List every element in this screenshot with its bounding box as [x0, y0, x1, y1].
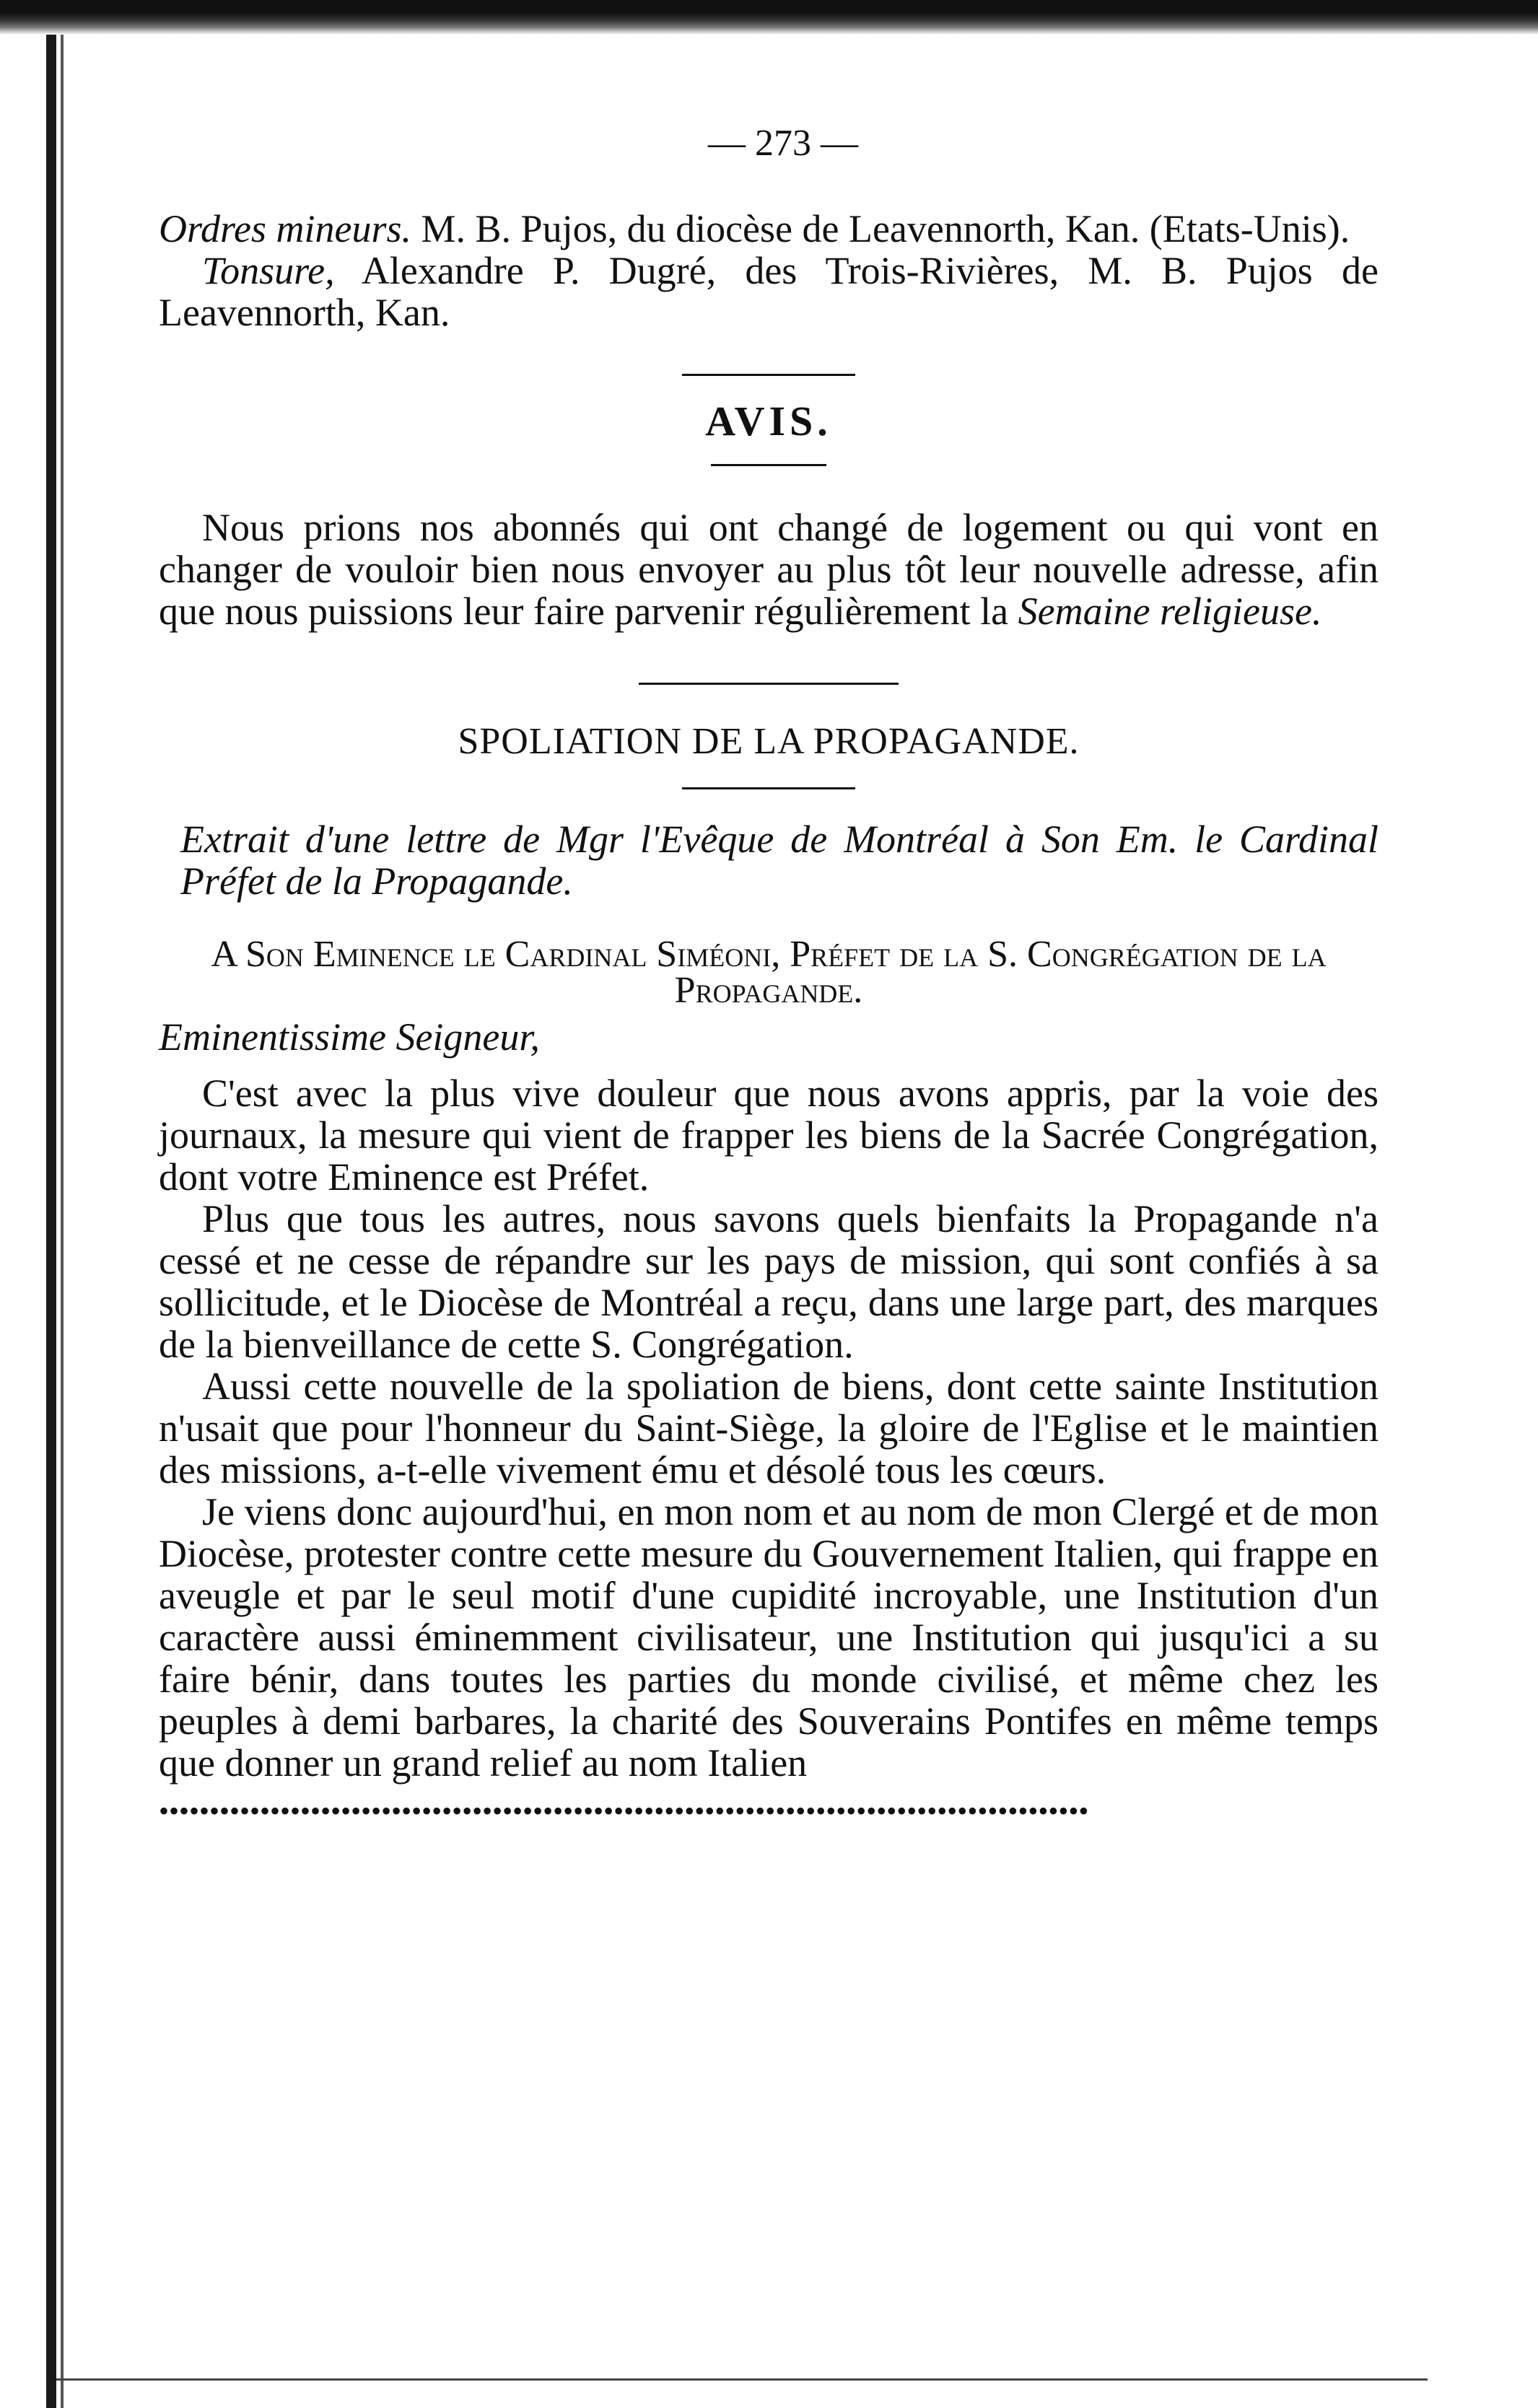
- separator-rule: [682, 787, 855, 789]
- letter-salutation: Eminentissime Seigneur,: [159, 1015, 540, 1059]
- minor-orders-text: M. B. Pujos, du diocèse de Leavennorth, Kan. (Etats-Unis).: [421, 207, 1350, 250]
- avis-heading: AVIS.: [705, 398, 832, 445]
- publication-title: Semaine religieuse.: [1018, 590, 1322, 633]
- extract-note: Extrait d'une lettre de Mgr l'Evêque de Montréal à Son Em. le Cardinal Préfet de la Propagande.: [180, 818, 1378, 903]
- scan-bottom-edge: [56, 2378, 1428, 2381]
- scan-top-edge: [0, 0, 1538, 35]
- spoliation-heading: SPOLIATION DE LA PROPAGANDE.: [458, 721, 1080, 762]
- avis-text: Nous prions nos abonnés qui ont changé de logement ou qui vont en changer de vouloir bien nous envoyer au plus tôt leur nouvelle adresse, afin que nous puissions leur faire parvenir régulièrement la: [159, 506, 1378, 633]
- document-page: [159, 123, 1378, 1826]
- separator-rule: [639, 683, 899, 685]
- avis-paragraph: [159, 507, 1378, 632]
- letter-paragraph: Aussi cette nouvelle de la spoliation de biens, dont cette sainte Institution n'usait que pour l'honneur du Saint-Siège, la gloire de l'Eglise et le maintien des missions, a-t-elle vivement ému et désolé tous les cœurs.: [159, 1365, 1378, 1492]
- tonsure-label: Tonsure,: [202, 249, 335, 292]
- scan-left-edge: [46, 35, 56, 2408]
- tonsure-text: Alexandre P. Dugré, des Trois-Rivières, M. B. Pujos de Leavennorth, Kan.: [159, 249, 1378, 334]
- tonsure-entry: [159, 250, 1378, 333]
- separator-rule: [682, 374, 855, 376]
- minor-orders-label: Ordres mineurs.: [159, 207, 411, 250]
- separator-rule: [711, 464, 826, 466]
- letter-paragraph: Je viens donc aujourd'hui, en mon nom et au nom de mon Clergé et de mon Diocèse, protester contre cette mesure du Gouvernement Italien, qui frappe en aveugle et par le seul motif d'une cupidité incroyable, une Institution d'un caractère aussi éminemment civilisateur, une Institution qui jusqu'ici a su faire bénir, dans toutes les parties du monde civilisé, et même chez les peuples à demi barbares, la charité des Souverains Pontifes en même temps que donner un grand relief au nom Italien: [159, 1490, 1378, 1785]
- ellipsis-line: ••••••••••••••••••••••••••••••••••••••••••••••••••••••••••••••••••••••••••••••••••••••••••••: [159, 1797, 1089, 1826]
- minor-orders-entry: [159, 208, 1378, 250]
- letter-address: A Son Eminence le Cardinal Siméoni, Préfet de la S. Congrégation de la Propagande.: [211, 934, 1327, 1011]
- scan-left-edge-shadow: [61, 35, 64, 2408]
- letter-paragraph: Plus que tous les autres, nous savons quels bienfaits la Propagande n'a cessé et ne cesse de répandre sur les pays de mission, qui sont confiés à sa sollicitude, et le Diocèse de Montréal a reçu, dans une large part, des marques de la bienveillance de cette S. Congrégation.: [159, 1197, 1378, 1366]
- page-number: — 273 —: [708, 123, 858, 164]
- letter-paragraph: C'est avec la plus vive douleur que nous avons appris, par la voie des journaux, la mesure qui vient de frapper les biens de la Sacrée Congrégation, dont votre Eminence est Préfet.: [159, 1072, 1378, 1199]
